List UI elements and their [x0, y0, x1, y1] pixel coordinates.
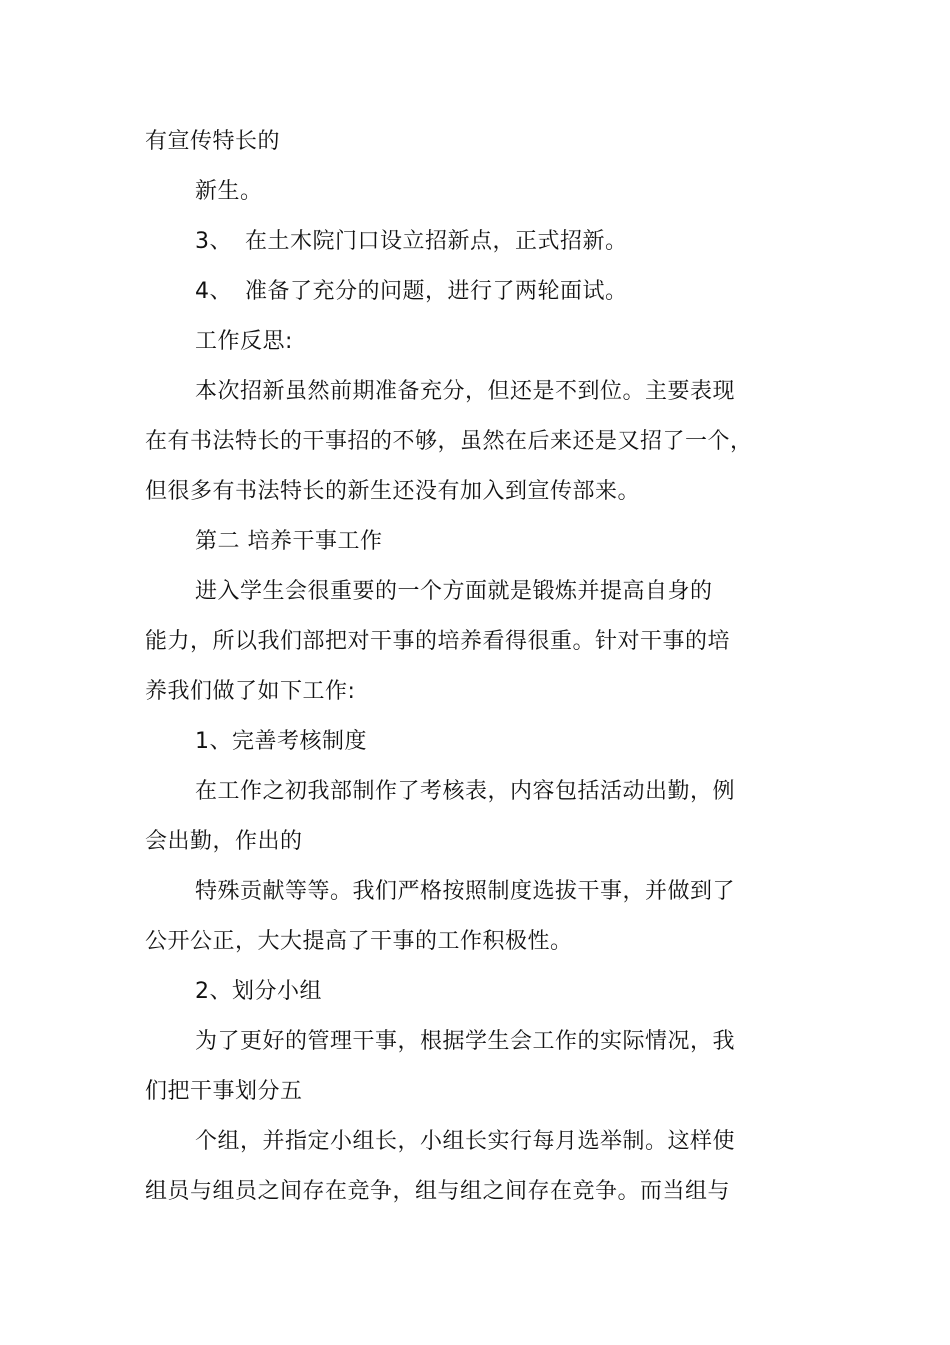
- section-heading: 第二 培养干事工作: [195, 529, 383, 554]
- text-line: 本次招新虽然前期准备充分，但还是不到位。主要表现: [195, 379, 736, 404]
- text-line: 进入学生会很重要的一个方面就是锻炼并提高自身的: [195, 579, 713, 604]
- section-heading: 工作反思:: [195, 329, 293, 354]
- item-text: 准备了充分的问题，进行了两轮面试。: [245, 279, 628, 304]
- item-number: 3、: [195, 229, 232, 254]
- numbered-item: [195, 277, 815, 307]
- subsection-heading: 1、完善考核制度: [195, 729, 367, 754]
- text-line: 特殊贡献等等。我们严格按照制度选拔干事，并做到了: [195, 879, 736, 904]
- item-text: 在土木院门口设立招新点，正式招新。: [245, 229, 628, 254]
- numbered-item: [195, 227, 815, 257]
- subsection-heading: 2、划分小组: [195, 979, 322, 1004]
- text-line: 养我们做了如下工作:: [145, 679, 356, 704]
- text-line: 会出勤，作出的: [145, 829, 303, 854]
- text-line: 有宣传特长的: [145, 129, 281, 154]
- text-line: 公开公正，大大提高了干事的工作积极性。: [145, 929, 573, 954]
- text-line: 个组，并指定小组长，小组长实行每月选举制。这样使: [195, 1129, 736, 1154]
- text-line: 在工作之初我部制作了考核表，内容包括活动出勤，例: [195, 779, 736, 804]
- item-number: 4、: [195, 279, 232, 304]
- text-line: 组员与组员之间存在竞争，组与组之间存在竞争。而当组与: [145, 1179, 731, 1204]
- text-line: 新生。: [195, 179, 263, 204]
- text-line: 能力，所以我们部把对干事的培养看得很重。针对干事的培: [145, 629, 731, 654]
- text-line: 在有书法特长的干事招的不够，虽然在后来还是又招了一个，: [145, 429, 753, 454]
- text-line: 为了更好的管理干事，根据学生会工作的实际情况，我: [195, 1029, 736, 1054]
- text-line: 但很多有书法特长的新生还没有加入到宣传部来。: [145, 479, 641, 504]
- text-line: 们把干事划分五: [145, 1079, 303, 1104]
